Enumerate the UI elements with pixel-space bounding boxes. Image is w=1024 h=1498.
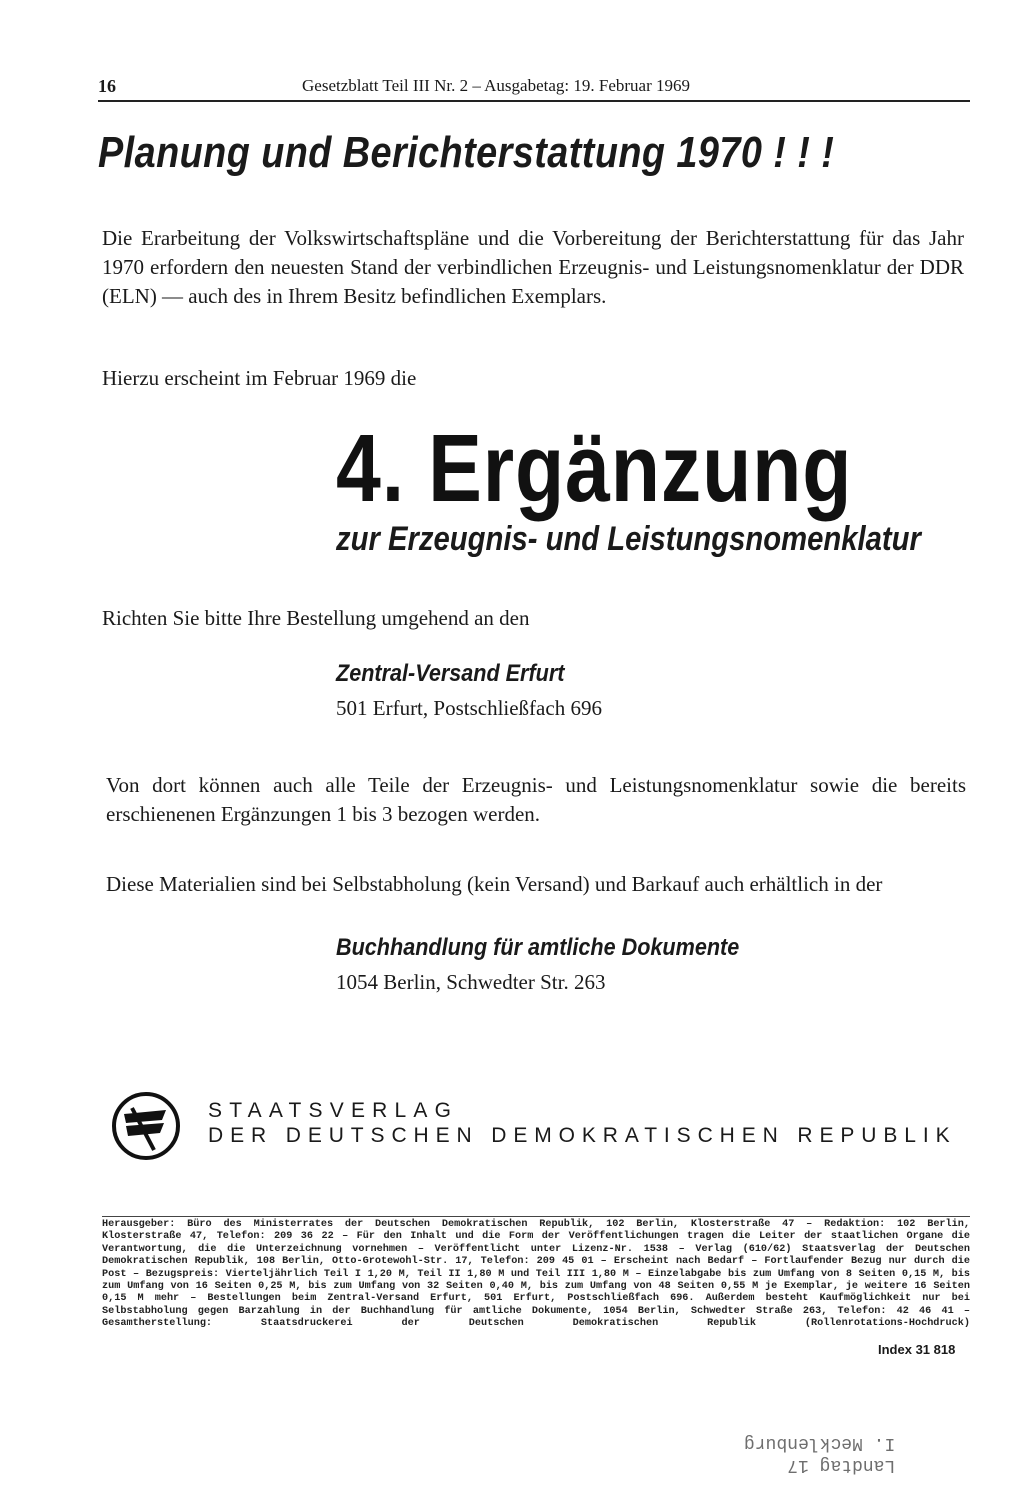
contact-address-berlin: 1054 Berlin, Schwedter Str. 263 <box>336 970 606 994</box>
header-text: Gesetzblatt Teil III Nr. 2 – Ausgabetag: 19. Februar 1969 <box>302 76 690 95</box>
page-number: 16 <box>98 76 116 96</box>
intro-paragraph: Die Erarbeitung der Volkswirtschaftspläne und die Vorbereitung der Berichterstattung für das Jahr 1970 erfordern den neuesten Stand der verbindlichen Erzeugnis- und Leistungsnomenklatur der DDR (ELN) — auch des in Ihrem Besitz befindlichen Exemplars. <box>102 226 964 308</box>
contact-address-erfurt: 501 Erfurt, Postschließfach 696 <box>336 696 602 720</box>
subheadline: zur Erzeugnis- und Leistungsnomenklatur <box>336 520 921 558</box>
headline: 4. Ergänzung <box>336 415 853 522</box>
supply-paragraph: Von dort können auch alle Teile der Erzeugnis- und Leistungsnomenklatur sowie die bereits erschienenen Ergänzungen 1 bis 3 bezogen werden. <box>106 773 966 826</box>
index-number: Index 31 818 <box>878 1342 956 1357</box>
order-paragraph: Richten Sie bitte Ihre Bestellung umgehend an den <box>102 606 530 630</box>
publisher-logo-icon <box>110 1090 182 1162</box>
publisher-name-line1: STAATSVERLAG <box>208 1099 459 1122</box>
pickup-paragraph: Diese Materialien sind bei Selbstabholung (kein Versand) und Barkauf auch erhältlich in der <box>106 872 883 896</box>
announcement-paragraph: Hierzu erscheint im Februar 1969 die <box>102 366 417 390</box>
publisher-name-line2: DER DEUTSCHEN DEMOKRATISCHEN REPUBLIK <box>208 1124 957 1147</box>
stamp-line1: Landtag 17 <box>787 1455 896 1475</box>
impressum: Herausgeber: Büro des Ministerrates der Deutschen Demokratischen Republik, 102 Berlin, Klosterstraße 47 – Redaktion: 102 Berlin, Klosterstraße 47, Telefon: 209 36 22 – Für den Inhalt und die Form der Veröffentlichungen tragen die Leiter der staatlichen Organe die Verantwortung, die die Unterzeichnung vornehmen – Veröffentlicht unter Lizenz-Nr. 1538 – Verlag (610/62) Staatsverlag der Deutschen Demokratischen Republik, 108 Berlin, Otto-Grotewohl-Str. 17, Telefon: 209 45 01 – Erscheint nach Bedarf – Fortlaufender Bezug nur durch die Post – Bezugspreis: Vierteljährlich Teil I 1,20 M, Teil II 1,80 M und Teil III 1,80 M – Einzelabgabe bis zum Umfang von 8 Seiten 0,15 M, bis zum Umfang von 16 Seiten 0,25 M, bis zum Umfang von 32 Seiten 0,40 M, bis zum Umfang von 48 Seiten 0,55 M je Exemplar, je weitere 16 Seiten 0,15 M mehr – Bestellungen beim Zentral-Versand Erfurt, 501 Erfurt, Postschließfach 696. Außerdem besteht Kaufmöglichkeit nur bei Selbstabholung gegen Barzahlung in der Buchhandlung für amtliche Dokumente, 1054 Berlin, Schwedter Straße 263, Telefon: 42 46 41 – Gesamtherstellung: Staatsdruckerei der Deutschen Demokratischen Republik (Rollenrotations-Hochdruck) <box>102 1216 970 1331</box>
page-title: Planung und Berichterstattung 1970 ! ! ! <box>98 128 835 177</box>
archive-stamp <box>744 1432 895 1476</box>
stamp-line2: I. Mecklenburg <box>744 1433 896 1453</box>
contact-name-berlin: Buchhandlung für amtliche Dokumente <box>336 934 740 961</box>
page-header <box>98 76 970 102</box>
contact-name-erfurt: Zentral-Versand Erfurt <box>336 660 565 687</box>
